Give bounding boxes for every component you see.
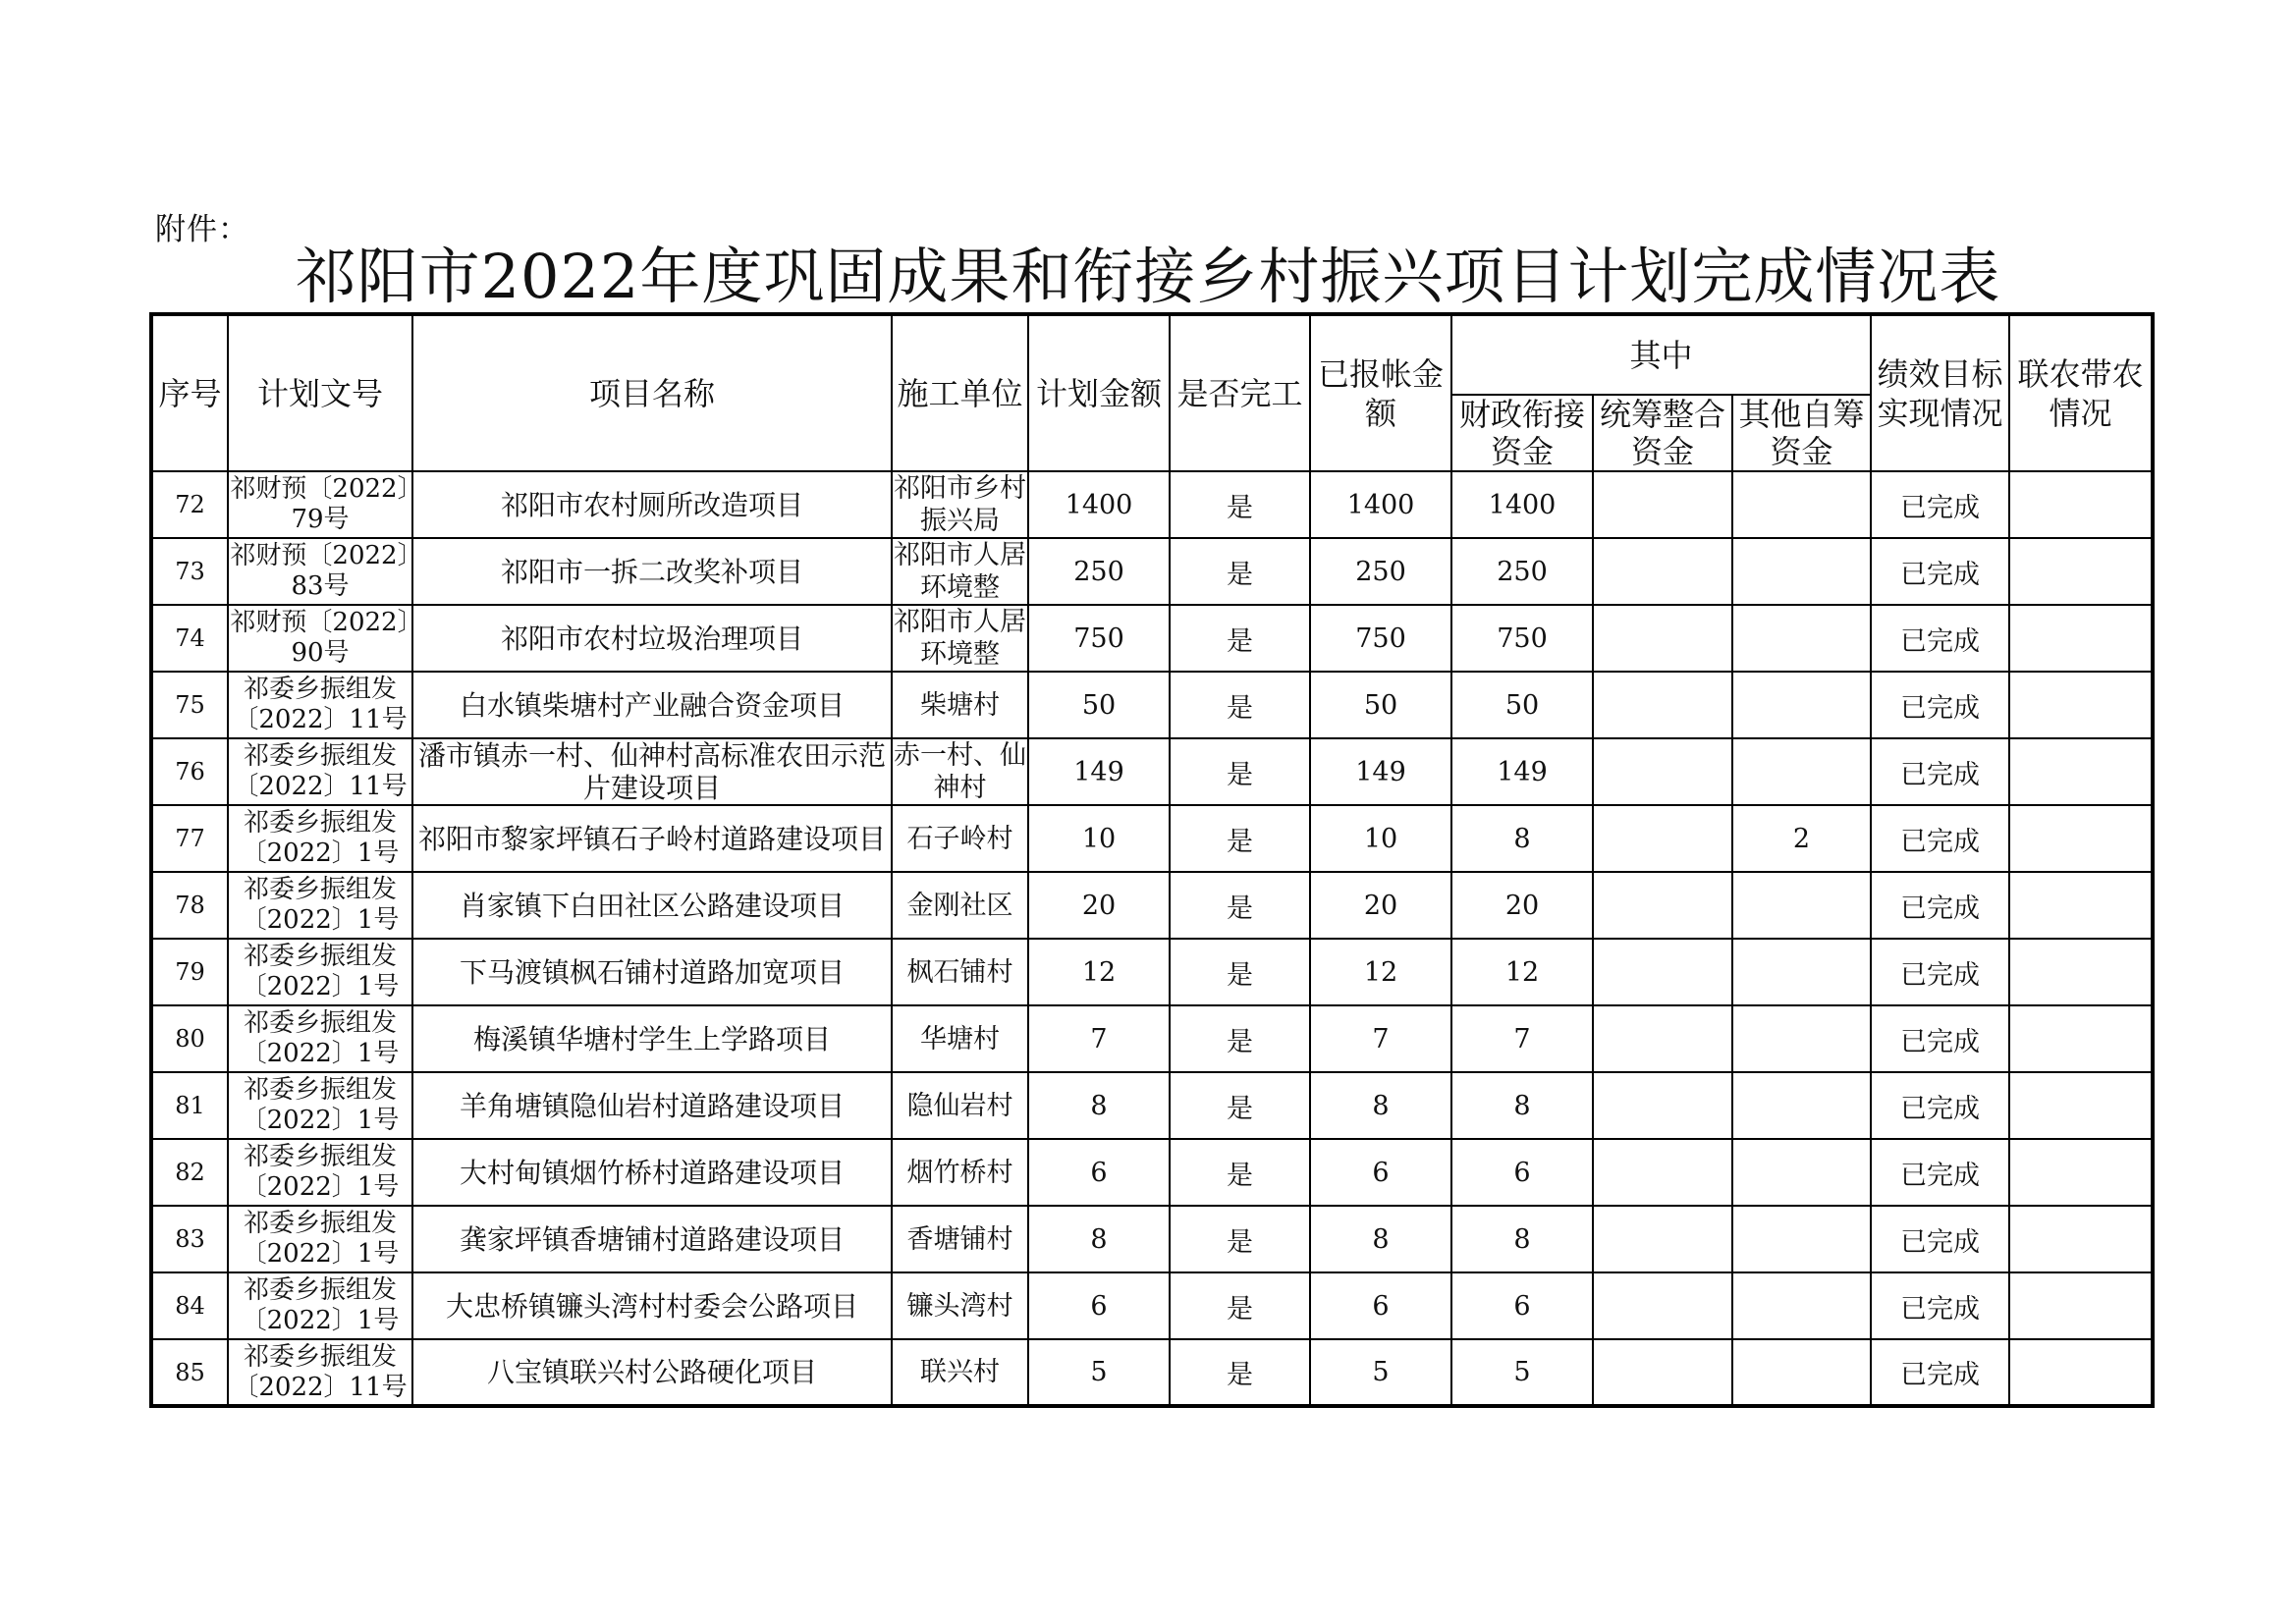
cell-finance-funds: 7 bbox=[1451, 1005, 1593, 1072]
cell-reported-amount: 20 bbox=[1310, 872, 1451, 939]
cell-integrated-funds bbox=[1593, 872, 1732, 939]
cell-completed: 是 bbox=[1170, 1139, 1310, 1206]
cell-seq: 73 bbox=[151, 538, 228, 605]
header-integrated-funds: 统筹整合资金 bbox=[1593, 395, 1732, 471]
cell-completed: 是 bbox=[1170, 1272, 1310, 1339]
header-self-funds: 其他自筹资金 bbox=[1732, 395, 1871, 471]
cell-plan-amount: 149 bbox=[1028, 738, 1170, 805]
cell-integrated-funds bbox=[1593, 1072, 1732, 1139]
attachment-label: 附件： bbox=[155, 212, 249, 247]
cell-plan-no: 祁委乡振组发〔2022〕11号 bbox=[228, 1339, 412, 1406]
cell-completed: 是 bbox=[1170, 805, 1310, 872]
cell-self-funds bbox=[1732, 471, 1871, 538]
header-performance: 绩效目标实现情况 bbox=[1871, 314, 2009, 471]
cell-completed: 是 bbox=[1170, 1005, 1310, 1072]
cell-finance-funds: 50 bbox=[1451, 672, 1593, 738]
cell-self-funds bbox=[1732, 1139, 1871, 1206]
cell-plan-no: 祁委乡振组发〔2022〕1号 bbox=[228, 1139, 412, 1206]
table-row bbox=[151, 939, 2153, 1005]
cell-integrated-funds bbox=[1593, 1206, 1732, 1272]
cell-self-funds bbox=[1732, 605, 1871, 672]
cell-farmer-link bbox=[2009, 1005, 2153, 1072]
cell-finance-funds: 1400 bbox=[1451, 471, 1593, 538]
table-row bbox=[151, 471, 2153, 538]
document-title: 祁阳市2022年度巩固成果和衔接乡村振兴项目计划完成情况表 bbox=[295, 241, 2001, 312]
cell-finance-funds: 8 bbox=[1451, 1206, 1593, 1272]
cell-self-funds bbox=[1732, 939, 1871, 1005]
cell-integrated-funds bbox=[1593, 939, 1732, 1005]
table-row bbox=[151, 1272, 2153, 1339]
cell-finance-funds: 8 bbox=[1451, 1072, 1593, 1139]
cell-farmer-link bbox=[2009, 1139, 2153, 1206]
cell-self-funds bbox=[1732, 872, 1871, 939]
cell-plan-amount: 8 bbox=[1028, 1206, 1170, 1272]
cell-seq: 84 bbox=[151, 1272, 228, 1339]
cell-plan-amount: 8 bbox=[1028, 1072, 1170, 1139]
cell-completed: 是 bbox=[1170, 1339, 1310, 1406]
cell-performance: 已完成 bbox=[1871, 672, 2009, 738]
cell-self-funds bbox=[1732, 672, 1871, 738]
cell-reported-amount: 8 bbox=[1310, 1206, 1451, 1272]
header-completed: 是否完工 bbox=[1170, 314, 1310, 471]
cell-integrated-funds bbox=[1593, 471, 1732, 538]
cell-performance: 已完成 bbox=[1871, 1072, 2009, 1139]
cell-farmer-link bbox=[2009, 538, 2153, 605]
cell-self-funds bbox=[1732, 738, 1871, 805]
cell-project-name: 龚家坪镇香塘铺村道路建设项目 bbox=[412, 1206, 892, 1272]
cell-unit: 烟竹桥村 bbox=[892, 1139, 1028, 1206]
cell-seq: 76 bbox=[151, 738, 228, 805]
cell-unit: 赤一村、仙神村 bbox=[894, 740, 1026, 803]
cell-finance-funds: 8 bbox=[1451, 805, 1593, 872]
cell-reported-amount: 6 bbox=[1310, 1272, 1451, 1339]
cell-project-name: 羊角塘镇隐仙岩村道路建设项目 bbox=[412, 1072, 892, 1139]
cell-plan-no: 祁委乡振组发〔2022〕11号 bbox=[228, 738, 412, 805]
cell-completed: 是 bbox=[1170, 672, 1310, 738]
cell-farmer-link bbox=[2009, 1339, 2153, 1406]
cell-unit: 祁阳市乡村振兴局 bbox=[894, 473, 1026, 536]
cell-integrated-funds bbox=[1593, 738, 1732, 805]
cell-unit: 祁阳市人居环境整 bbox=[894, 540, 1026, 603]
cell-farmer-link bbox=[2009, 1272, 2153, 1339]
cell-integrated-funds bbox=[1593, 1005, 1732, 1072]
cell-plan-no: 祁财预〔2022〕90号 bbox=[228, 605, 412, 672]
cell-finance-funds: 250 bbox=[1451, 538, 1593, 605]
cell-project-name: 大村甸镇烟竹桥村道路建设项目 bbox=[412, 1139, 892, 1206]
cell-unit: 枫石铺村 bbox=[892, 939, 1028, 1005]
cell-performance: 已完成 bbox=[1871, 538, 2009, 605]
cell-performance: 已完成 bbox=[1871, 471, 2009, 538]
cell-plan-amount: 50 bbox=[1028, 672, 1170, 738]
cell-plan-no: 祁委乡振组发〔2022〕1号 bbox=[228, 1272, 412, 1339]
cell-seq: 78 bbox=[151, 872, 228, 939]
header-seq: 序号 bbox=[151, 314, 228, 471]
cell-project-name: 祁阳市农村厕所改造项目 bbox=[412, 471, 892, 538]
cell-finance-funds: 12 bbox=[1451, 939, 1593, 1005]
cell-performance: 已完成 bbox=[1871, 605, 2009, 672]
cell-reported-amount: 1400 bbox=[1310, 471, 1451, 538]
cell-plan-no: 祁委乡振组发〔2022〕1号 bbox=[228, 872, 412, 939]
table-row bbox=[151, 605, 2153, 672]
cell-plan-no: 祁委乡振组发〔2022〕1号 bbox=[228, 1072, 412, 1139]
cell-plan-amount: 750 bbox=[1028, 605, 1170, 672]
table-row bbox=[151, 1206, 2153, 1272]
cell-reported-amount: 50 bbox=[1310, 672, 1451, 738]
cell-reported-amount: 8 bbox=[1310, 1072, 1451, 1139]
table-row bbox=[151, 672, 2153, 738]
cell-unit: 祁阳市人居环境整 bbox=[894, 607, 1026, 670]
cell-finance-funds: 5 bbox=[1451, 1339, 1593, 1406]
cell-performance: 已完成 bbox=[1871, 939, 2009, 1005]
cell-performance: 已完成 bbox=[1871, 1272, 2009, 1339]
cell-performance: 已完成 bbox=[1871, 1139, 2009, 1206]
cell-self-funds: 2 bbox=[1732, 805, 1871, 872]
table-row bbox=[151, 872, 2153, 939]
cell-completed: 是 bbox=[1170, 605, 1310, 672]
cell-plan-amount: 5 bbox=[1028, 1339, 1170, 1406]
cell-self-funds bbox=[1732, 1272, 1871, 1339]
cell-finance-funds: 6 bbox=[1451, 1139, 1593, 1206]
cell-performance: 已完成 bbox=[1871, 1339, 2009, 1406]
cell-integrated-funds bbox=[1593, 1272, 1732, 1339]
cell-plan-no: 祁委乡振组发〔2022〕1号 bbox=[228, 805, 412, 872]
cell-project-name: 祁阳市一拆二改奖补项目 bbox=[412, 538, 892, 605]
cell-reported-amount: 7 bbox=[1310, 1005, 1451, 1072]
cell-seq: 74 bbox=[151, 605, 228, 672]
cell-reported-amount: 10 bbox=[1310, 805, 1451, 872]
cell-integrated-funds bbox=[1593, 538, 1732, 605]
cell-seq: 80 bbox=[151, 1005, 228, 1072]
cell-plan-amount: 10 bbox=[1028, 805, 1170, 872]
cell-plan-amount: 20 bbox=[1028, 872, 1170, 939]
cell-completed: 是 bbox=[1170, 738, 1310, 805]
cell-integrated-funds bbox=[1593, 1339, 1732, 1406]
cell-unit: 镰头湾村 bbox=[892, 1272, 1028, 1339]
header-farmer-link: 联农带农情况 bbox=[2009, 314, 2153, 471]
cell-project-name: 祁阳市农村垃圾治理项目 bbox=[412, 605, 892, 672]
cell-finance-funds: 750 bbox=[1451, 605, 1593, 672]
cell-finance-funds: 149 bbox=[1451, 738, 1593, 805]
cell-project-name: 白水镇柴塘村产业融合资金项目 bbox=[412, 672, 892, 738]
header-plan-no: 计划文号 bbox=[228, 314, 412, 471]
header-of-which: 其中 bbox=[1451, 314, 1871, 395]
cell-seq: 81 bbox=[151, 1072, 228, 1139]
cell-performance: 已完成 bbox=[1871, 805, 2009, 872]
cell-completed: 是 bbox=[1170, 872, 1310, 939]
cell-farmer-link bbox=[2009, 471, 2153, 538]
cell-farmer-link bbox=[2009, 872, 2153, 939]
cell-finance-funds: 6 bbox=[1451, 1272, 1593, 1339]
cell-farmer-link bbox=[2009, 672, 2153, 738]
table-row bbox=[151, 1005, 2153, 1072]
cell-self-funds bbox=[1732, 1005, 1871, 1072]
header-reported-amount: 已报帐金额 bbox=[1310, 314, 1451, 471]
cell-plan-amount: 6 bbox=[1028, 1139, 1170, 1206]
table-row bbox=[151, 538, 2153, 605]
cell-farmer-link bbox=[2009, 605, 2153, 672]
cell-plan-amount: 250 bbox=[1028, 538, 1170, 605]
cell-unit: 联兴村 bbox=[892, 1339, 1028, 1406]
cell-farmer-link bbox=[2009, 1206, 2153, 1272]
cell-project-name: 肖家镇下白田社区公路建设项目 bbox=[412, 872, 892, 939]
cell-project-name: 潘市镇赤一村、仙神村高标准农田示范片建设项目 bbox=[412, 738, 892, 805]
cell-self-funds bbox=[1732, 1206, 1871, 1272]
cell-plan-no: 祁委乡振组发〔2022〕11号 bbox=[228, 672, 412, 738]
cell-seq: 77 bbox=[151, 805, 228, 872]
cell-integrated-funds bbox=[1593, 1139, 1732, 1206]
cell-seq: 83 bbox=[151, 1206, 228, 1272]
cell-integrated-funds bbox=[1593, 605, 1732, 672]
cell-performance: 已完成 bbox=[1871, 1206, 2009, 1272]
cell-seq: 82 bbox=[151, 1139, 228, 1206]
header-plan-amount: 计划金额 bbox=[1028, 314, 1170, 471]
cell-plan-amount: 7 bbox=[1028, 1005, 1170, 1072]
header-finance-funds: 财政衔接资金 bbox=[1451, 395, 1593, 471]
cell-performance: 已完成 bbox=[1871, 1005, 2009, 1072]
cell-plan-amount: 1400 bbox=[1028, 471, 1170, 538]
cell-completed: 是 bbox=[1170, 1206, 1310, 1272]
cell-reported-amount: 5 bbox=[1310, 1339, 1451, 1406]
cell-seq: 75 bbox=[151, 672, 228, 738]
cell-completed: 是 bbox=[1170, 471, 1310, 538]
cell-integrated-funds bbox=[1593, 672, 1732, 738]
header-unit: 施工单位 bbox=[892, 314, 1028, 471]
cell-seq: 72 bbox=[151, 471, 228, 538]
cell-unit: 香塘铺村 bbox=[892, 1206, 1028, 1272]
cell-unit: 石子岭村 bbox=[892, 805, 1028, 872]
cell-farmer-link bbox=[2009, 738, 2153, 805]
cell-unit: 华塘村 bbox=[892, 1005, 1028, 1072]
project-table bbox=[149, 312, 2155, 1408]
cell-reported-amount: 6 bbox=[1310, 1139, 1451, 1206]
cell-self-funds bbox=[1732, 1072, 1871, 1139]
cell-completed: 是 bbox=[1170, 538, 1310, 605]
table-row bbox=[151, 1072, 2153, 1139]
cell-plan-amount: 12 bbox=[1028, 939, 1170, 1005]
cell-finance-funds: 20 bbox=[1451, 872, 1593, 939]
cell-project-name: 下马渡镇枫石铺村道路加宽项目 bbox=[412, 939, 892, 1005]
cell-project-name: 八宝镇联兴村公路硬化项目 bbox=[412, 1339, 892, 1406]
cell-reported-amount: 12 bbox=[1310, 939, 1451, 1005]
table-row bbox=[151, 1339, 2153, 1406]
cell-plan-no: 祁委乡振组发〔2022〕1号 bbox=[228, 939, 412, 1005]
cell-reported-amount: 149 bbox=[1310, 738, 1451, 805]
table-row bbox=[151, 1139, 2153, 1206]
cell-integrated-funds bbox=[1593, 805, 1732, 872]
cell-self-funds bbox=[1732, 1339, 1871, 1406]
cell-completed: 是 bbox=[1170, 1072, 1310, 1139]
cell-performance: 已完成 bbox=[1871, 738, 2009, 805]
cell-project-name: 祁阳市黎家坪镇石子岭村道路建设项目 bbox=[412, 805, 892, 872]
cell-performance: 已完成 bbox=[1871, 872, 2009, 939]
cell-plan-amount: 6 bbox=[1028, 1272, 1170, 1339]
cell-farmer-link bbox=[2009, 939, 2153, 1005]
cell-plan-no: 祁委乡振组发〔2022〕1号 bbox=[228, 1005, 412, 1072]
cell-plan-no: 祁财预〔2022〕83号 bbox=[228, 538, 412, 605]
cell-self-funds bbox=[1732, 538, 1871, 605]
cell-farmer-link bbox=[2009, 805, 2153, 872]
cell-plan-no: 祁财预〔2022〕79号 bbox=[228, 471, 412, 538]
cell-project-name: 大忠桥镇镰头湾村村委会公路项目 bbox=[412, 1272, 892, 1339]
cell-unit: 隐仙岩村 bbox=[892, 1072, 1028, 1139]
cell-plan-no: 祁委乡振组发〔2022〕1号 bbox=[228, 1206, 412, 1272]
cell-seq: 85 bbox=[151, 1339, 228, 1406]
cell-completed: 是 bbox=[1170, 939, 1310, 1005]
cell-farmer-link bbox=[2009, 1072, 2153, 1139]
cell-unit: 金刚社区 bbox=[892, 872, 1028, 939]
cell-reported-amount: 250 bbox=[1310, 538, 1451, 605]
table-row bbox=[151, 805, 2153, 872]
table-row bbox=[151, 738, 2153, 805]
cell-unit: 柴塘村 bbox=[892, 672, 1028, 738]
cell-project-name: 梅溪镇华塘村学生上学路项目 bbox=[412, 1005, 892, 1072]
cell-seq: 79 bbox=[151, 939, 228, 1005]
header-project-name: 项目名称 bbox=[412, 314, 892, 471]
cell-reported-amount: 750 bbox=[1310, 605, 1451, 672]
